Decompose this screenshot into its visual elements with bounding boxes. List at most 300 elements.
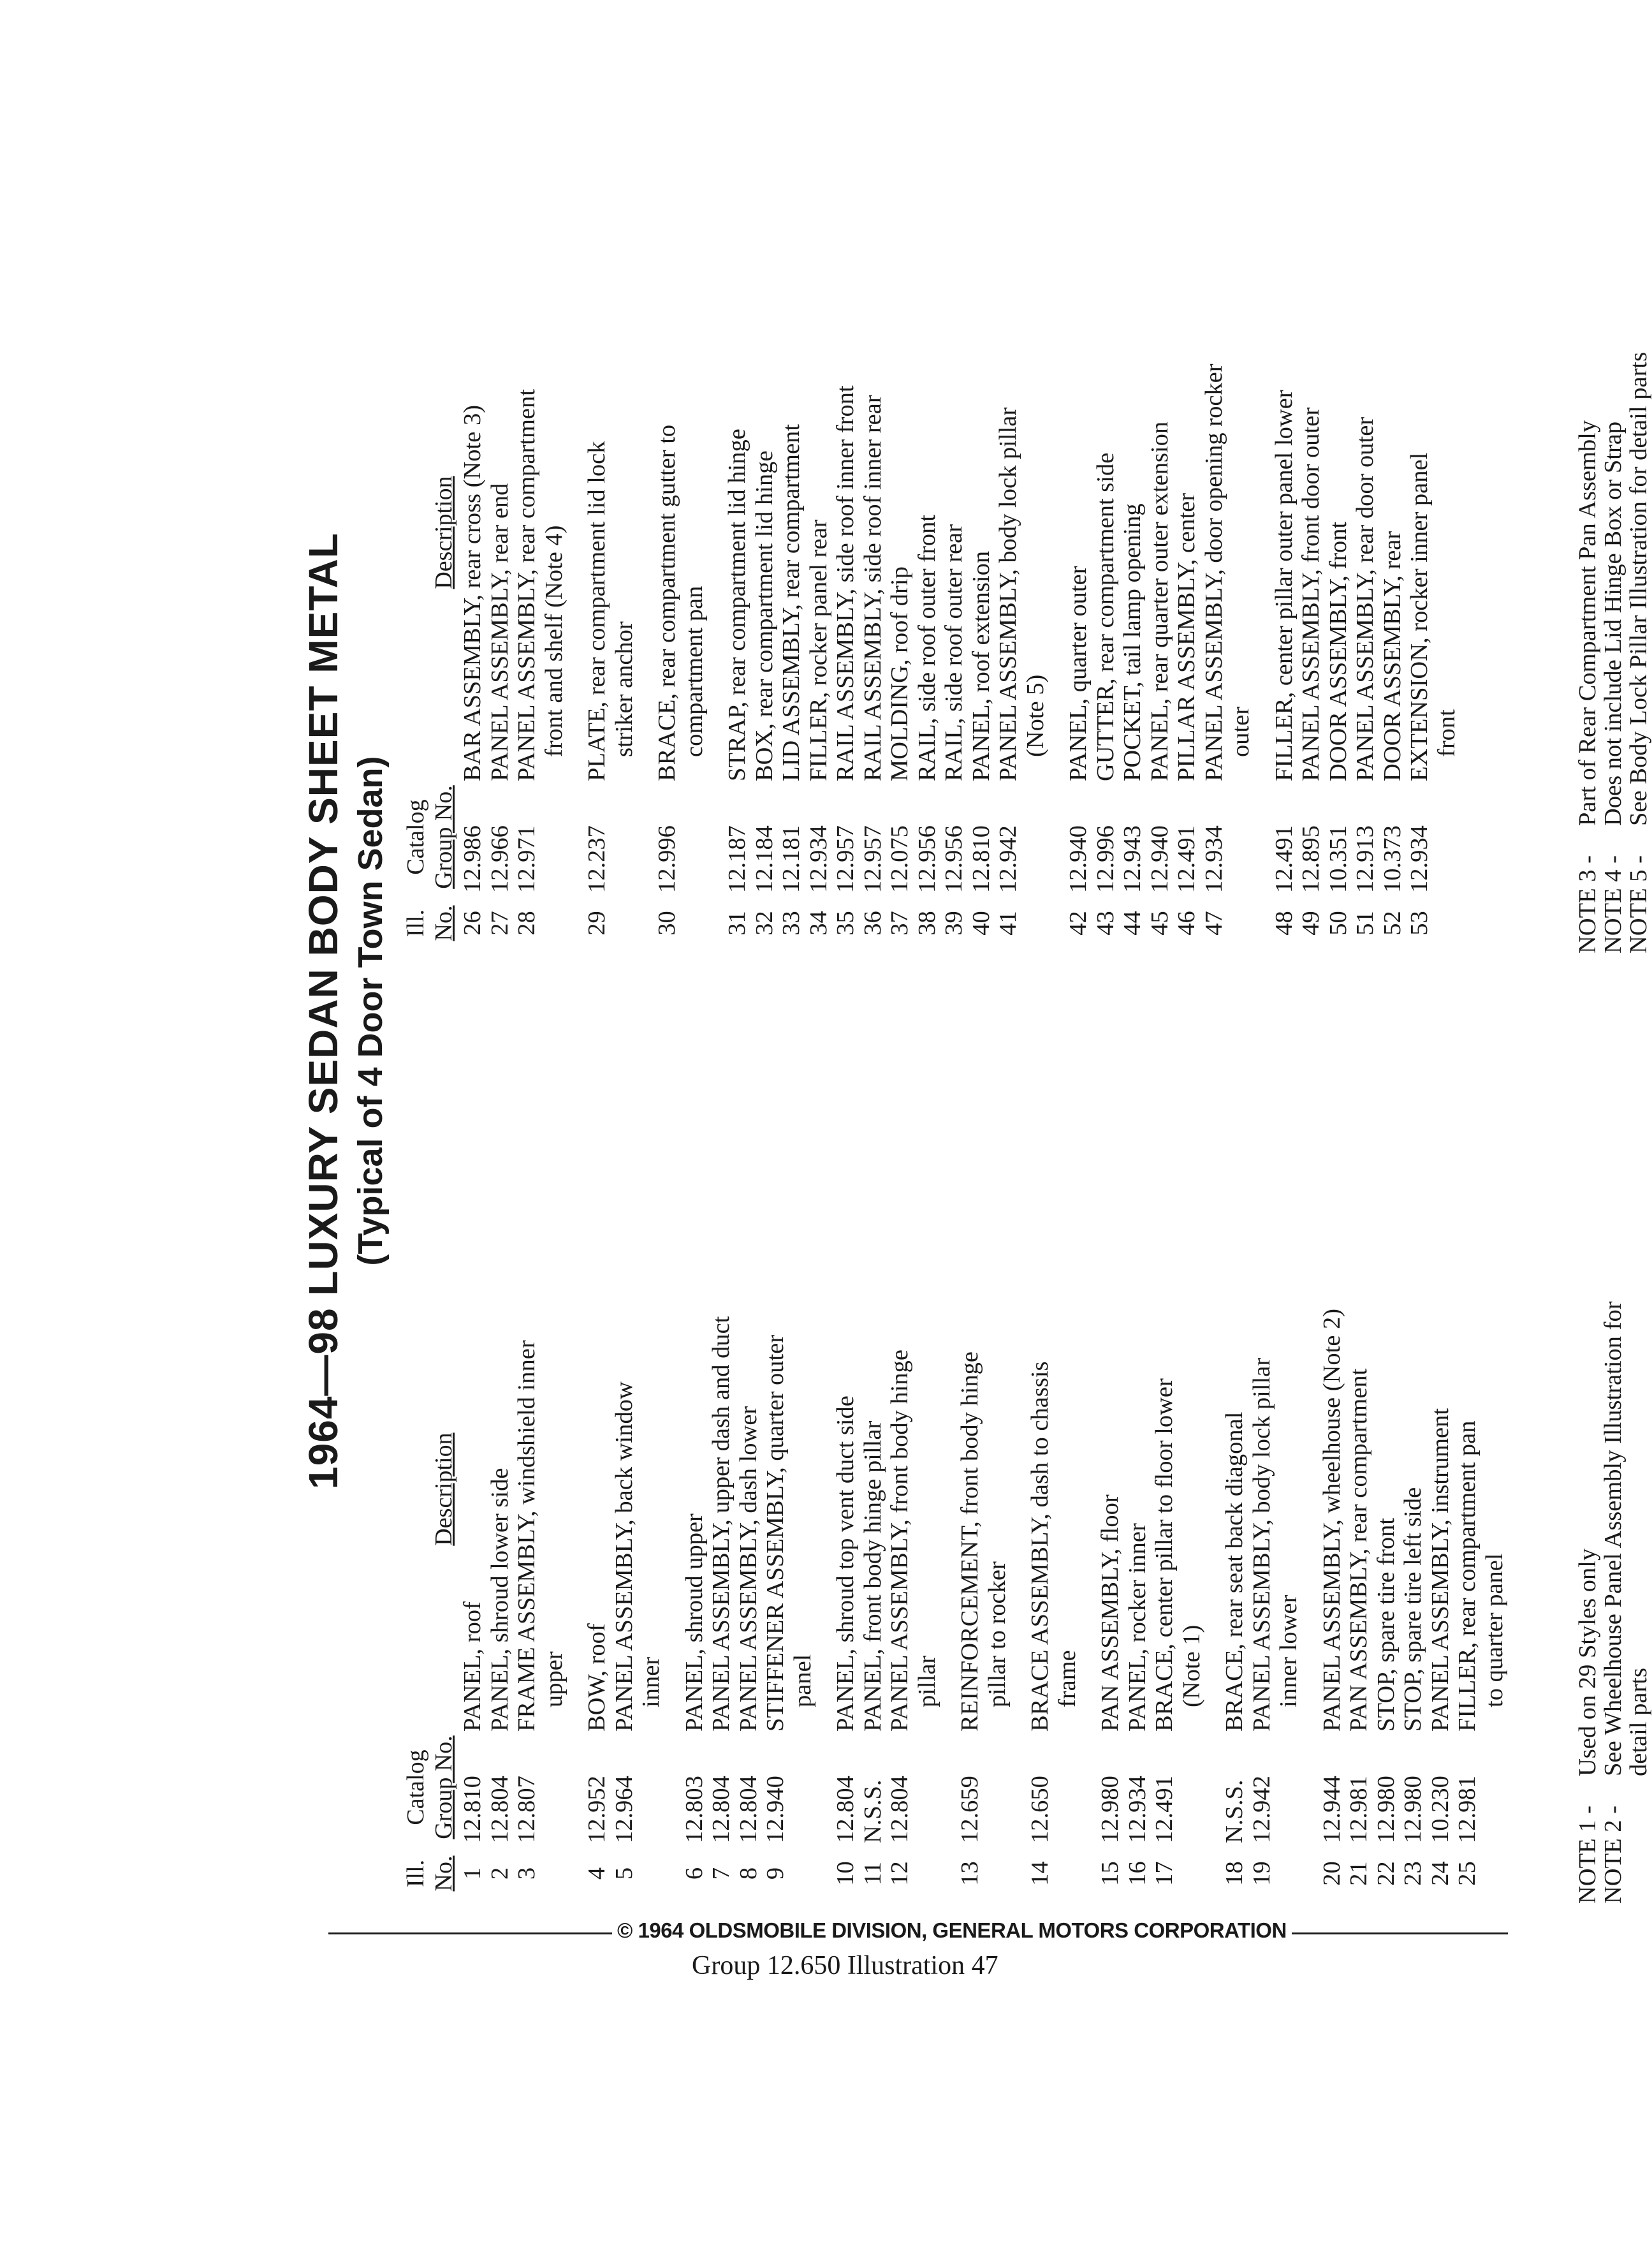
description-text: PILLAR ASSEMBLY, center xyxy=(1173,492,1200,781)
ill-no-cell: 17 xyxy=(1151,1861,1178,1886)
description-cell xyxy=(778,424,805,794)
ill-no-cell: 45 xyxy=(1146,911,1173,936)
catalog-group-cell: 12.934 xyxy=(1200,825,1227,893)
table-row xyxy=(778,364,805,953)
description-cell xyxy=(1345,1369,1373,1744)
catalog-group-cell: 12.980 xyxy=(1097,1776,1123,1843)
header-text: Description xyxy=(430,1432,457,1546)
ill-no-cell: 50 xyxy=(1324,911,1352,936)
ill-no-cell: 27 xyxy=(486,911,513,936)
description-text: BAR ASSEMBLY, rear cross (Note 3) xyxy=(459,404,486,781)
ill-no-cell: 22 xyxy=(1372,1861,1400,1886)
catalog-group-cell: 12.943 xyxy=(1119,825,1146,893)
ill-no-cell: 29 xyxy=(583,911,610,936)
description-cell xyxy=(1297,408,1325,794)
ill-no-cell: 31 xyxy=(724,911,750,936)
description-continuation: compartment pan xyxy=(680,585,708,757)
catalog-group-cell: 12.996 xyxy=(1092,825,1119,893)
catalog-group-cell: 12.942 xyxy=(1248,1776,1275,1843)
description-cell xyxy=(583,441,638,795)
description-cell xyxy=(708,1316,735,1744)
description-text: FRAME ASSEMBLY, windshield inner xyxy=(513,1340,540,1732)
description-continuation: upper xyxy=(540,1651,567,1707)
description-cell xyxy=(914,515,941,794)
description-cell xyxy=(859,1421,887,1744)
description-text: FILLER, center pillar outer panel lower xyxy=(1270,390,1297,781)
description-cell xyxy=(995,408,1049,794)
description-cell xyxy=(681,1513,708,1744)
description-text: PANEL, quarter outer xyxy=(1065,566,1092,781)
footer-copyright: © 1964 OLDSMOBILE DIVISION, GENERAL MOTORS CORPORATION xyxy=(612,1918,1292,1943)
header-text: Catalog xyxy=(402,799,429,875)
description-cell xyxy=(886,1350,940,1744)
description-cell xyxy=(1173,493,1201,794)
description-cell xyxy=(1151,1378,1205,1744)
row-spacer xyxy=(1049,364,1065,953)
description-text: FILLER, rear compartment pan xyxy=(1454,1420,1480,1732)
catalog-group-cell: 12.996 xyxy=(654,825,680,893)
header-text: Ill. xyxy=(402,909,429,938)
description-cell xyxy=(832,1395,859,1744)
description-text: STRAP, rear compartment lid hinge xyxy=(724,429,750,781)
parts-table-right xyxy=(459,364,1460,953)
description-text: PANEL ASSEMBLY, rear door outer xyxy=(1352,416,1378,781)
ill-no-cell: 52 xyxy=(1378,911,1406,936)
description-text: POCKET, tail lamp opening xyxy=(1119,503,1146,781)
table-row xyxy=(1146,364,1174,953)
table-row xyxy=(968,364,995,953)
description-cell xyxy=(968,551,995,794)
table-row xyxy=(513,1309,567,1904)
description-continuation: inner xyxy=(638,1656,664,1707)
ill-no-cell: 35 xyxy=(832,911,859,936)
description-cell xyxy=(1427,1408,1454,1744)
description-text: REINFORCEMENT, front body hinge xyxy=(956,1351,983,1732)
description-text: PANEL ASSEMBLY, upper dash and duct xyxy=(708,1316,735,1732)
ill-no-cell: 53 xyxy=(1406,911,1433,936)
description-text: BOW, roof xyxy=(583,1623,610,1732)
ill-no-cell: 23 xyxy=(1400,1861,1426,1886)
table-row xyxy=(1065,364,1092,953)
catalog-group-cell: 12.650 xyxy=(1027,1776,1053,1843)
catalog-group-cell: 12.075 xyxy=(886,825,913,893)
description-text: PAN ASSEMBLY, floor xyxy=(1097,1494,1123,1732)
description-cell xyxy=(1373,1518,1400,1744)
note-tag: NOTE 1 - xyxy=(1574,1806,1601,1904)
ill-no-cell: 5 xyxy=(610,1867,638,1880)
description-cell xyxy=(762,1335,816,1744)
catalog-group-cell: 12.804 xyxy=(486,1776,513,1843)
row-spacer xyxy=(638,364,654,953)
parts-table-left xyxy=(459,1309,1508,1904)
table-row xyxy=(1400,1309,1427,1904)
description-cell xyxy=(654,425,708,794)
ill-no-cell: 26 xyxy=(459,911,486,936)
table-row xyxy=(751,364,778,953)
table-row xyxy=(459,1309,486,1904)
description-text: PANEL, rocker inner xyxy=(1123,1523,1151,1732)
description-cell xyxy=(1065,566,1092,794)
ill-no-cell: 4 xyxy=(583,1867,610,1880)
ill-no-cell: 40 xyxy=(967,911,995,936)
description-cell xyxy=(1221,1412,1248,1744)
table-row xyxy=(859,1309,887,1904)
ill-no-cell: 24 xyxy=(1426,1861,1454,1886)
description-cell xyxy=(459,1601,486,1744)
ill-no-cell: 48 xyxy=(1270,911,1297,936)
description-text: STIFFENER ASSEMBLY, quarter outer xyxy=(762,1334,789,1732)
description-cell xyxy=(1271,390,1298,794)
description-text: BRACE, rear compartment gutter to xyxy=(654,424,680,781)
description-cell xyxy=(611,1381,665,1744)
note-text: Does not include Lid Hinge Box or Strap xyxy=(1600,421,1626,826)
table-row xyxy=(583,1309,611,1904)
header-text: No. xyxy=(430,1855,457,1892)
description-continuation: (Note 5) xyxy=(1021,674,1049,757)
description-cell xyxy=(486,1468,514,1745)
table-row xyxy=(1248,1309,1303,1904)
table-row xyxy=(1173,364,1201,953)
catalog-group-cell: 12.957 xyxy=(859,825,886,893)
description-text: PANEL ASSEMBLY, body lock pillar xyxy=(1248,1357,1275,1732)
description-cell xyxy=(1248,1358,1303,1744)
table-row xyxy=(1027,1309,1081,1904)
ill-no-cell: 36 xyxy=(859,911,886,936)
ill-no-cell: 9 xyxy=(762,1867,789,1880)
description-cell xyxy=(486,483,514,794)
description-text: DOOR ASSEMBLY, rear xyxy=(1378,531,1406,781)
description-text: PANEL, shroud top vent duct side xyxy=(832,1395,859,1732)
catalog-group-cell: 12.986 xyxy=(459,825,486,893)
table-row xyxy=(914,364,941,953)
row-spacer xyxy=(708,364,724,953)
description-text: BOX, rear compartment lid hinge xyxy=(750,450,778,781)
table-row xyxy=(956,1309,1011,1904)
description-cell xyxy=(1124,1523,1151,1744)
description-cell xyxy=(1092,453,1120,794)
description-cell xyxy=(513,1340,567,1744)
table-row xyxy=(832,1309,859,1904)
table-row xyxy=(1319,1309,1346,1904)
description-cell xyxy=(1119,503,1146,794)
table-row xyxy=(486,1309,514,1904)
description-cell xyxy=(956,1351,1011,1744)
table-row xyxy=(1124,1309,1151,1904)
catalog-group-cell: 12.237 xyxy=(583,825,610,893)
table-row xyxy=(735,1309,763,1904)
catalog-group-cell: 12.804 xyxy=(832,1776,859,1843)
ill-no-cell: 15 xyxy=(1097,1861,1123,1886)
ill-no-cell: 19 xyxy=(1248,1861,1275,1886)
catalog-group-cell: N.S.S. xyxy=(859,1779,886,1843)
description-continuation: striker anchor xyxy=(610,621,638,757)
catalog-group-cell: 12.980 xyxy=(1372,1776,1400,1843)
ill-no-cell: 37 xyxy=(886,911,913,936)
note-text: See Body Lock Pillar Illustration for detail parts xyxy=(1625,351,1652,826)
table-row xyxy=(611,1309,665,1904)
ill-no-header-right xyxy=(402,893,458,953)
description-cell xyxy=(1319,1309,1346,1744)
ill-no-cell: 1 xyxy=(459,1867,486,1880)
note-tag: NOTE 5 - xyxy=(1625,855,1652,953)
description-cell xyxy=(859,395,887,794)
table-row xyxy=(1221,1309,1248,1904)
table-row xyxy=(1325,364,1352,953)
catalog-group-cell: 12.940 xyxy=(1146,825,1173,893)
note-tag: NOTE 4 - xyxy=(1600,855,1626,953)
table-row xyxy=(1345,1309,1373,1904)
ill-no-cell: 33 xyxy=(778,911,805,936)
catalog-group-cell: 12.659 xyxy=(956,1776,983,1843)
catalog-group-cell: 12.956 xyxy=(913,825,940,893)
catalog-group-cell: N.S.S. xyxy=(1221,1779,1248,1843)
ill-no-cell: 38 xyxy=(913,911,940,936)
description-text: PANEL, roof extension xyxy=(967,550,995,781)
catalog-group-cell: 10.351 xyxy=(1324,825,1352,893)
note-tag: NOTE 3 - xyxy=(1574,855,1601,953)
catalog-group-cell: 12.181 xyxy=(778,825,805,893)
description-text: PAN ASSEMBLY, rear compartment xyxy=(1345,1368,1372,1732)
row-spacer xyxy=(1081,1309,1097,1904)
table-row xyxy=(1201,364,1255,953)
catalog-group-cell: 12.952 xyxy=(583,1776,610,1843)
description-text: GUTTER, rear compartment side xyxy=(1092,452,1119,781)
description-text: BRACE, rear seat back diagonal xyxy=(1221,1411,1248,1732)
ill-no-cell: 34 xyxy=(805,911,832,936)
description-cell xyxy=(1406,453,1460,794)
footer-group-label: Group 12.650 Illustration 47 xyxy=(692,1951,998,1980)
ill-no-cell: 43 xyxy=(1092,911,1119,936)
catalog-group-cell: 12.491 xyxy=(1151,1776,1178,1843)
ill-no-cell: 13 xyxy=(956,1861,983,1886)
catalog-group-cell: 12.942 xyxy=(995,825,1021,893)
description-text: MOLDING, roof drip xyxy=(886,566,913,781)
table-row xyxy=(724,364,751,953)
catalog-group-cell: 12.804 xyxy=(886,1776,913,1843)
description-text: DOOR ASSEMBLY, front xyxy=(1324,521,1352,781)
ill-no-cell: 28 xyxy=(513,911,540,936)
note-row xyxy=(1575,352,1600,953)
row-spacer xyxy=(1205,1309,1221,1904)
description-text: RAIL ASSEMBLY, side roof inner rear xyxy=(859,395,886,781)
table-row xyxy=(459,364,486,953)
description-text: RAIL, side roof outer rear xyxy=(940,524,967,781)
catalog-group-cell: 12.944 xyxy=(1318,1776,1345,1843)
description-text: STOP, spare tire front xyxy=(1372,1517,1400,1732)
catalog-group-cell: 12.956 xyxy=(940,825,967,893)
ill-no-cell: 14 xyxy=(1027,1861,1053,1886)
description-text: FILLER, rocker panel rear xyxy=(805,519,832,781)
description-text: RAIL, side roof outer front xyxy=(913,514,940,781)
table-row xyxy=(762,1309,816,1904)
notes-left xyxy=(1575,1301,1651,1904)
ill-no-cell: 42 xyxy=(1065,911,1092,936)
table-row xyxy=(513,364,567,953)
table-row xyxy=(1406,364,1460,953)
description-continuation: panel xyxy=(789,1654,816,1707)
description-text: PANEL ASSEMBLY, body lock pillar xyxy=(995,407,1021,781)
description-cell xyxy=(1352,417,1379,794)
catalog-group-cell: 12.957 xyxy=(832,825,859,893)
catalog-group-cell: 12.807 xyxy=(513,1776,540,1843)
catalog-group-cell: 12.980 xyxy=(1400,1776,1426,1843)
table-row xyxy=(1297,364,1325,953)
table-row xyxy=(1097,1309,1124,1904)
note-row xyxy=(1626,352,1651,953)
description-continuation: to quarter panel xyxy=(1480,1553,1508,1707)
note-text: Part of Rear Compartment Pan Assembly xyxy=(1574,420,1601,826)
row-spacer xyxy=(1303,1309,1319,1904)
note-row xyxy=(1600,352,1626,953)
description-cell xyxy=(583,1623,611,1744)
catalog-group-cell: 12.804 xyxy=(708,1776,735,1843)
ill-no-cell: 16 xyxy=(1123,1861,1151,1886)
row-spacer xyxy=(665,1309,681,1904)
description-text: PANEL ASSEMBLY, instrument xyxy=(1426,1408,1454,1732)
ill-no-cell: 21 xyxy=(1345,1861,1372,1886)
ill-no-cell: 2 xyxy=(486,1867,513,1880)
description-continuation: inner lower xyxy=(1275,1594,1302,1707)
description-text: PLATE, rear compartment lid lock xyxy=(583,441,610,781)
catalog-group-cell: 12.810 xyxy=(459,1776,486,1843)
row-spacer xyxy=(816,1309,832,1904)
note-tag: NOTE 2 - xyxy=(1600,1806,1626,1904)
table-row xyxy=(1151,1309,1205,1904)
description-text: PANEL, shroud upper xyxy=(680,1513,708,1732)
description-text: PANEL, rear quarter outer extension xyxy=(1146,421,1173,781)
note-row xyxy=(1600,1301,1626,1904)
row-spacer xyxy=(1011,1309,1027,1904)
table-row xyxy=(1427,1309,1454,1904)
row-spacer xyxy=(567,1309,583,1904)
ill-no-cell: 20 xyxy=(1318,1861,1345,1886)
row-spacer xyxy=(940,1309,956,1904)
description-continuation: pillar xyxy=(913,1655,940,1707)
ill-no-cell: 6 xyxy=(680,1867,708,1880)
ill-no-cell: 44 xyxy=(1119,911,1146,936)
catalog-group-cell: 12.810 xyxy=(967,825,995,893)
catalog-group-cell: 12.913 xyxy=(1352,825,1378,893)
header-text: No. xyxy=(430,905,457,941)
table-row xyxy=(486,364,514,953)
catalog-group-cell: 12.934 xyxy=(1123,1776,1151,1843)
note-text: See Wheelhouse Panel Assembly Illustration for xyxy=(1600,1301,1626,1776)
catalog-group-cell: 12.491 xyxy=(1173,825,1200,893)
table-row xyxy=(1092,364,1120,953)
description-text: PANEL ASSEMBLY, front door outer xyxy=(1297,407,1324,781)
ill-no-cell: 32 xyxy=(750,911,778,936)
catalog-group-cell: 12.184 xyxy=(750,825,778,893)
ill-no-cell: 41 xyxy=(995,911,1021,936)
ill-no-cell: 39 xyxy=(940,911,967,936)
table-row xyxy=(832,364,859,953)
catalog-group-cell: 12.964 xyxy=(610,1776,638,1843)
description-header-left xyxy=(430,1247,458,1732)
ill-no-cell: 12 xyxy=(886,1861,913,1886)
catalog-group-cell: 12.981 xyxy=(1454,1776,1480,1843)
table-row xyxy=(1454,1309,1508,1904)
table-row xyxy=(654,364,708,953)
catalog-header-left xyxy=(402,1732,458,1843)
description-cell xyxy=(724,429,751,794)
table-row xyxy=(1373,1309,1400,1904)
note-text: detail parts xyxy=(1625,1668,1652,1776)
catalog-group-cell: 12.934 xyxy=(1406,825,1433,893)
catalog-group-cell: 12.934 xyxy=(805,825,832,893)
catalog-group-cell: 12.940 xyxy=(1065,825,1092,893)
header-text: Group No. xyxy=(430,785,457,889)
description-text: PANEL, roof xyxy=(459,1601,486,1732)
catalog-group-cell: 12.803 xyxy=(680,1776,708,1843)
table-row xyxy=(1352,364,1379,953)
table-row xyxy=(681,1309,708,1904)
catalog-header-right xyxy=(402,781,458,893)
note-row xyxy=(1626,1301,1651,1904)
description-cell xyxy=(1097,1494,1124,1744)
header-text: Catalog xyxy=(402,1749,429,1825)
table-row xyxy=(708,1309,735,1904)
description-text: RAIL ASSEMBLY, side roof inner front xyxy=(832,385,859,781)
description-cell xyxy=(1027,1361,1081,1744)
page-subtitle: (Typical of 4 Door Town Sedan) xyxy=(351,756,390,1266)
table-row xyxy=(886,1309,940,1904)
table-row xyxy=(940,364,968,953)
description-text: STOP, spare tire left side xyxy=(1400,1487,1426,1732)
catalog-group-cell: 12.966 xyxy=(486,825,513,893)
catalog-group-cell: 10.373 xyxy=(1378,825,1406,893)
description-cell xyxy=(459,405,486,794)
ill-no-cell: 30 xyxy=(654,911,680,936)
ill-no-cell: 49 xyxy=(1297,911,1324,936)
description-cell xyxy=(1146,422,1174,794)
ill-no-cell: 7 xyxy=(708,1867,735,1880)
header-text: Ill. xyxy=(402,1859,429,1888)
description-text: PANEL ASSEMBLY, front body hinge xyxy=(886,1349,913,1732)
catalog-group-cell: 12.940 xyxy=(762,1776,789,1843)
description-text: PANEL ASSEMBLY, door opening rocker xyxy=(1200,364,1227,781)
description-cell xyxy=(513,389,567,794)
table-row xyxy=(1119,364,1146,953)
table-row xyxy=(583,364,638,953)
catalog-group-cell: 12.981 xyxy=(1345,1776,1372,1843)
description-continuation: pillar to rocker xyxy=(983,1561,1011,1707)
table-row xyxy=(886,364,914,953)
description-cell xyxy=(1400,1487,1427,1744)
description-continuation: front xyxy=(1433,709,1460,757)
description-cell xyxy=(751,450,778,794)
description-text: LID ASSEMBLY, rear compartment xyxy=(778,423,805,781)
description-text: BRACE, center pillar to floor lower xyxy=(1151,1378,1178,1732)
catalog-group-cell: 10.230 xyxy=(1426,1776,1454,1843)
description-text: PANEL ASSEMBLY, wheelhouse (Note 2) xyxy=(1318,1308,1345,1732)
ill-no-cell: 25 xyxy=(1454,1861,1480,1886)
description-continuation: (Note 1) xyxy=(1178,1624,1205,1707)
table-row xyxy=(805,364,833,953)
description-text: PANEL ASSEMBLY, rear compartment xyxy=(513,389,540,781)
description-text: PANEL ASSEMBLY, back window xyxy=(610,1381,638,1732)
description-cell xyxy=(1201,364,1255,794)
description-continuation: front and shelf (Note 4) xyxy=(540,525,567,757)
catalog-group-cell: 12.804 xyxy=(735,1776,762,1843)
description-cell xyxy=(1454,1421,1508,1745)
description-header-right xyxy=(430,284,458,781)
description-cell xyxy=(1379,531,1407,794)
row-spacer xyxy=(567,364,583,953)
table-row xyxy=(1379,364,1407,953)
header-text: Description xyxy=(430,476,457,589)
description-text: PANEL ASSEMBLY, dash lower xyxy=(735,1406,762,1732)
table-row xyxy=(1271,364,1298,953)
